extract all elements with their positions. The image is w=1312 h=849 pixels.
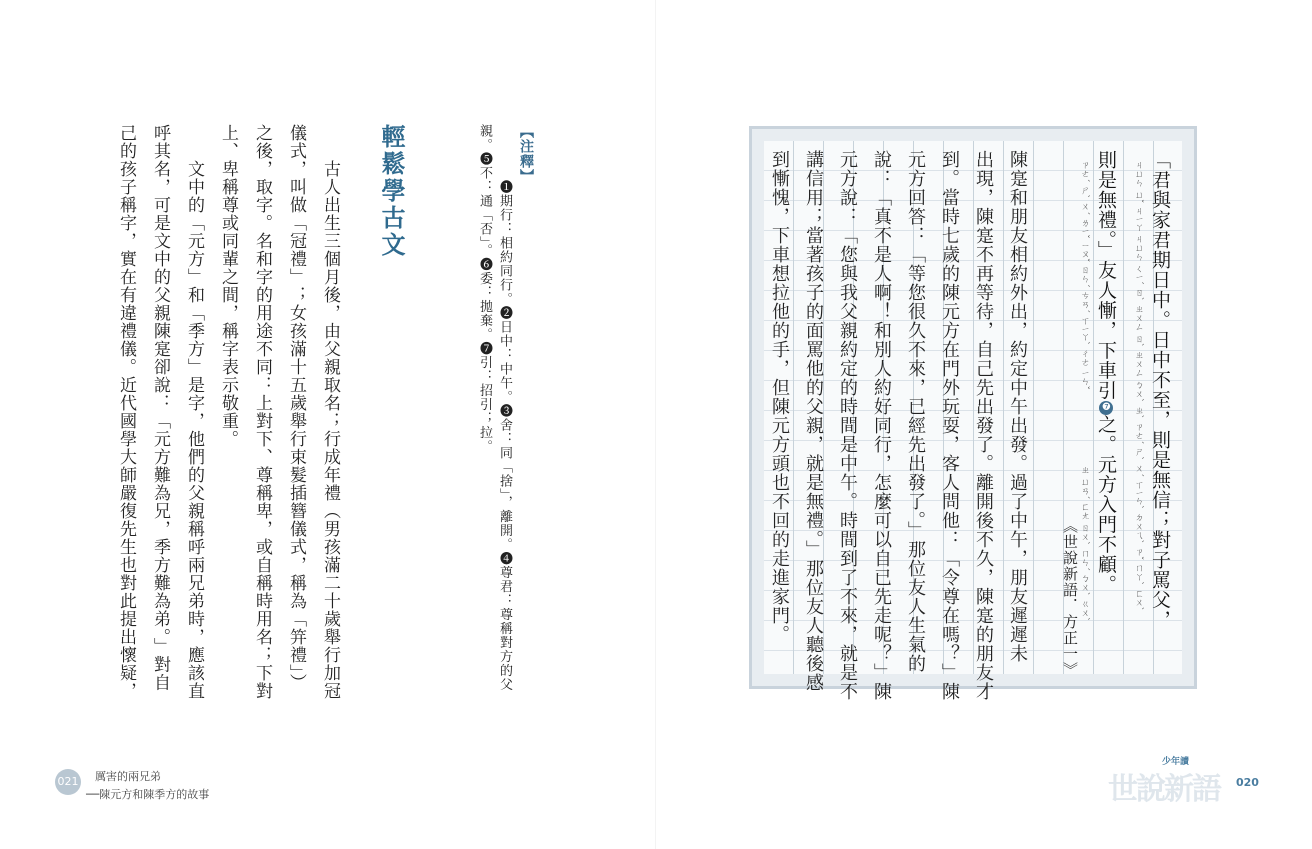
essay-col-1: 古人出生三個月後，由父親取名；行成年禮（男孩滿二十歲舉行加冠 — [320, 160, 340, 700]
page-gutter — [655, 0, 656, 849]
notes-title: 【注釋】 — [518, 124, 534, 184]
series-logo — [1108, 754, 1228, 807]
essay-col-2: 儀式，叫做「冠禮」；女孩滿十五歲舉行束髮插簪儀式，稱為「笄禮」） — [286, 124, 306, 692]
essay-col-3: 之後，取字。名和字的用途不同：上對下、尊稱卑，或自稱時用名；下對 — [252, 124, 272, 700]
essay-col-6: 呼其名，可是文中的父親陳寔卻說：「元方難為兄，季方難為弟。」對自 — [150, 124, 170, 692]
zhuyin-col-2: ㄗㄜˊ ㄕˋ ㄨˊ ㄌㄧˇ ㄧㄡˇ ㄖㄣˊ ㄘㄢˊ ㄒㄧㄚˋ ㄔㄜ ㄧㄣˇ — [1079, 160, 1089, 391]
logo-small-text: 少年讀 — [1162, 757, 1190, 767]
translation-col-2: 出現，陳寔不再等待，自己先出發了。離開後不久，陳寔的朋友才 — [973, 150, 994, 701]
translation-col-1: 陳寔和朋友相約外出，約定中午出發。過了中午，朋友遲遲未 — [1007, 150, 1028, 663]
classical-line-1: 「君與家君期日中。日中不至，則是無信；對子罵父， — [1149, 150, 1171, 630]
classical-col-1 — [1146, 150, 1174, 670]
essay-col-4: 上、卑稱尊或同輩之間，稱字表示敬重。 — [218, 124, 238, 448]
notes-line-1: ❶期行：相約同行。❷日中：中午。❸舍：同「捨」，離開。❹尊君：尊稱對方的父 — [497, 180, 512, 692]
page-number-right: 020 — [1236, 776, 1259, 789]
translation-col-8: 到慚愧，下車想拉他的手，但陳元方頭也不回的走進家門。 — [769, 150, 790, 644]
footer-chapter-subtitle: ──陳元方和陳季方的故事 — [86, 788, 210, 801]
essay-col-7: 己的孩子稱字，實在有違禮儀。近代國學大師嚴復先生也對此提出懷疑， — [116, 124, 136, 700]
page-number-left: 021 — [55, 769, 81, 795]
essay-col-5: 文中的「元方」和「季方」是字，他們的父親稱呼兩兄弟時，應該直 — [184, 160, 204, 700]
notes-line-2: 親。❺不：通「否」。❻委：拋棄。❼引：招引；拉。 — [477, 124, 492, 454]
translation-col-5: 說：「真不是人啊！和別人約好同行，怎麼可以自已先走呢？」陳 — [871, 150, 892, 701]
translation-col-3: 到。當時七歲的陳元方在門外玩耍，客人問他：「令尊在嗎？」陳 — [939, 150, 960, 701]
note-marker-7: ❼ — [1101, 401, 1112, 414]
source-citation: 《世說新語．方正一》 — [1061, 518, 1079, 678]
zhuyin-col-2-tail: ㄓ ㄩㄢˊ ㄈㄤ ㄖㄨˋ ㄇㄣˊ ㄅㄨˋ ㄍㄨˋ — [1079, 465, 1089, 622]
classical-col-2 — [1092, 150, 1120, 670]
translation-col-6: 元方說：「您與我父親約定的時間是中午。時間到了不來，就是不 — [837, 150, 858, 701]
translation-col-4: 元方回答：「等您很久不來，已經先出發了。」那位友人生氣的 — [905, 150, 926, 673]
zhuyin-col-1: ㄐㄩㄣ ㄩˇ ㄐㄧㄚ ㄐㄩㄣ ㄑㄧˊ ㄖˋ ㄓㄨㄥ ㄖˋ ㄓㄨㄥ ㄅㄨˋ ㄓˋ ㄗㄜˊ ㄕˋ ㄨˊ ㄒㄧㄣˋ ㄉㄨㄟˋ ㄗˇ ㄇㄚˋ ㄈㄨˋ — [1133, 160, 1143, 612]
logo-main-text: 世說新語 — [1108, 772, 1220, 807]
footer-chapter-title: 厲害的兩兄弟 — [95, 770, 161, 783]
section-title: 輕鬆學古文 — [377, 124, 405, 259]
classical-line-2-tail: 之。元方入門不顧。 — [1095, 414, 1117, 595]
translation-col-7: 講信用；當著孩子的面罵他的父親，就是無禮。」那位友人聽後感 — [803, 150, 824, 692]
classical-line-2: 則是無禮。」友人慚，下車引 — [1095, 150, 1117, 401]
